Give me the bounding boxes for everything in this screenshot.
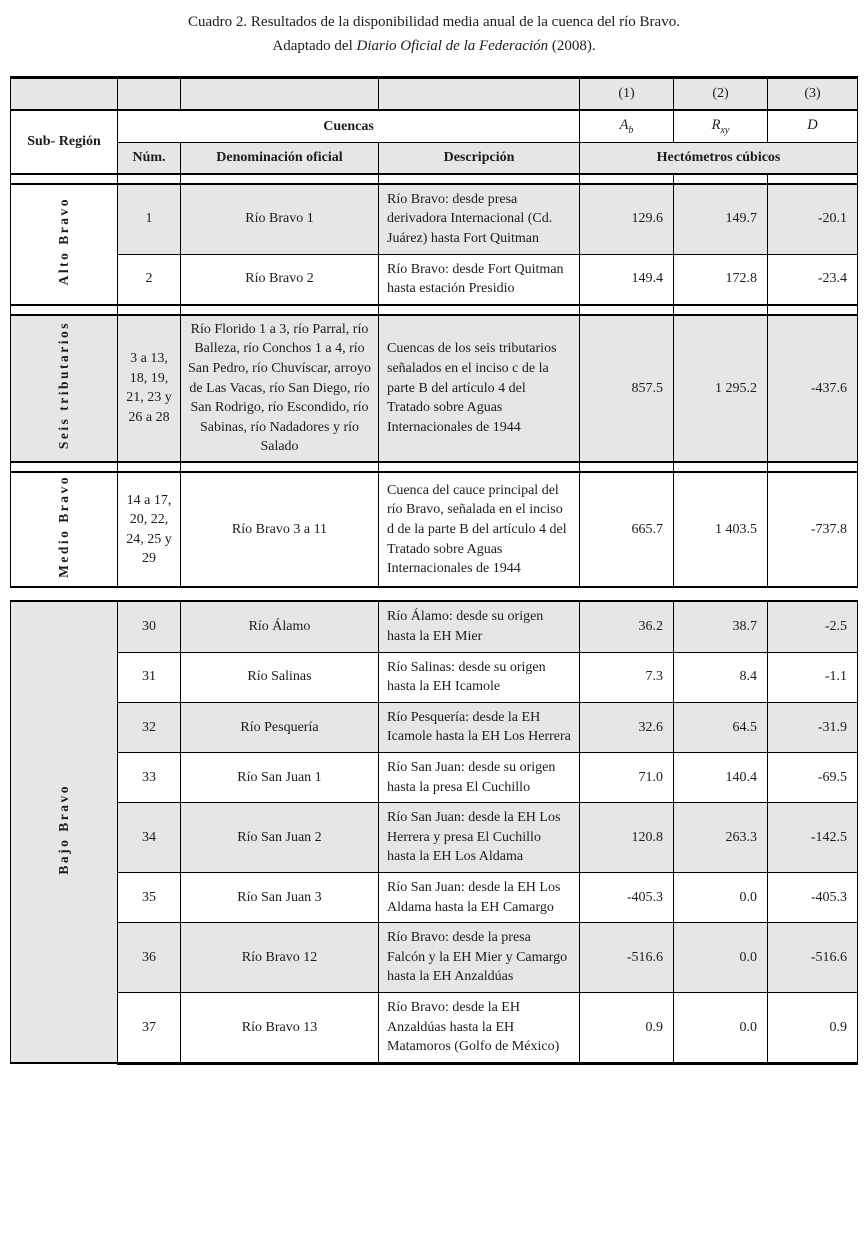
header-denominacion: Denominación oficial [181,142,379,174]
table-row [11,702,858,752]
cell-rxy: 8.4 [674,652,768,702]
cell-d: -142.5 [768,803,858,873]
cell-denominacion: Río Bravo 2 [181,254,379,305]
header-empty-cell [181,78,379,111]
cell-d: -405.3 [768,873,858,923]
cell-rxy: 149.7 [674,184,768,254]
table-row [11,923,858,993]
cell-ab: 36.2 [580,601,674,652]
cell-denominacion: Río San Juan 2 [181,803,379,873]
cell-d: -437.6 [768,315,858,462]
cell-denominacion: Río Bravo 1 [181,184,379,254]
table-caption [60,10,808,58]
cell-ab: 7.3 [580,652,674,702]
cell-rxy: 0.0 [674,923,768,993]
separator-row [11,462,858,472]
cell-d: -737.8 [768,472,858,587]
table-row [11,753,858,803]
cell-d: -20.1 [768,184,858,254]
cell-denominacion: Río San Juan 1 [181,753,379,803]
cell-ab: 665.7 [580,472,674,587]
cell-ab: -516.6 [580,923,674,993]
cell-num: 35 [118,873,181,923]
cell-num: 14 a 17, 20, 22, 24, 25 y 29 [118,472,181,587]
subregion-label-alto-bravo: Alto Bravo [11,184,118,305]
subregion-label-seis-tributarios: Seis tributarios [11,315,118,462]
cell-descripcion: Río Bravo: desde la presa Falcón y la EH Mier y Camargo hasta la EH Anzaldúas [379,923,580,993]
cell-descripcion: Río Bravo: desde la EH Anzaldúas hasta la EH Matamoros (Golfo de México) [379,992,580,1063]
table-row [11,184,858,254]
header-num: Núm. [118,142,181,174]
cell-descripcion: Río San Juan: desde su origen hasta la presa El Cuchillo [379,753,580,803]
cell-ab: 149.4 [580,254,674,305]
cell-ab: 0.9 [580,992,674,1063]
header-symbol-rxy: $R_{xy}$ [674,110,768,142]
header-col-number-3: (3) [768,78,858,111]
cell-descripcion: Río Bravo: desde Fort Quitman hasta estación Presidio [379,254,580,305]
table-row [11,472,858,587]
cell-rxy: 1 403.5 [674,472,768,587]
cell-ab: 857.5 [580,315,674,462]
table-row [11,254,858,305]
cell-rxy: 38.7 [674,601,768,652]
header-sub-region: Sub- Región [11,110,118,174]
cell-denominacion: Río Salinas [181,652,379,702]
caption-line2-source: Diario Oficial de la Federación [356,38,549,54]
caption-line-2 [60,34,808,58]
cell-d: 0.9 [768,992,858,1063]
cell-num: 34 [118,803,181,873]
table-row [11,992,858,1063]
header-col-number-2: (2) [674,78,768,111]
cell-denominacion: Río Bravo 13 [181,992,379,1063]
header-descripcion: Descripción [379,142,580,174]
separator-row [11,305,858,315]
cell-descripcion: Río Pesquería: desde la EH Icamole hasta la EH Los Herrera [379,702,580,752]
cell-descripcion: Río Álamo: desde su origen hasta la EH Mier [379,601,580,652]
table-row [11,601,858,652]
table-row [11,315,858,462]
cell-d: -31.9 [768,702,858,752]
header-units: Hectómetros cúbicos [580,142,858,174]
header-row-numbers [11,78,858,111]
cell-ab: 120.8 [580,803,674,873]
cell-rxy: 0.0 [674,873,768,923]
subregion-label-bajo-bravo: Bajo Bravo [11,601,118,1063]
header-cuencas: Cuencas [118,110,580,142]
cell-ab: 32.6 [580,702,674,752]
cell-denominacion: Río San Juan 3 [181,873,379,923]
cell-descripcion: Río San Juan: desde la EH Los Aldama hasta la EH Camargo [379,873,580,923]
cell-d: -1.1 [768,652,858,702]
cell-descripcion: Río San Juan: desde la EH Los Herrera y presa El Cuchillo hasta la EH Los Aldama [379,803,580,873]
header-symbol-d: D [768,110,858,142]
cell-d: -69.5 [768,753,858,803]
cell-descripcion: Río Salinas: desde su origen hasta la EH Icamole [379,652,580,702]
header-empty-cell [11,78,118,111]
header-row-groups [11,110,858,142]
cell-num: 1 [118,184,181,254]
cell-denominacion: Río Florido 1 a 3, río Parral, río Balleza, río Conchos 1 a 4, río San Pedro, río Chuvíscar, arroyo de Las Vacas, río San Diego, río San Rodrigo, río Escondido, río Sabinas, río Nadadores y río Salado [181,315,379,462]
cell-num: 36 [118,923,181,993]
cell-num: 37 [118,992,181,1063]
header-empty-cell [379,78,580,111]
separator-row [11,174,858,184]
cell-rxy: 0.0 [674,992,768,1063]
cell-descripcion: Cuenca del cauce principal del río Bravo, señalada en el inciso d de la parte B del artículo 4 del Tratado sobre Aguas Internacionales de 1944 [379,472,580,587]
header-empty-cell [118,78,181,111]
cell-ab: 129.6 [580,184,674,254]
table-row [11,803,858,873]
cell-rxy: 1 295.2 [674,315,768,462]
cell-rxy: 172.8 [674,254,768,305]
cell-num: 2 [118,254,181,305]
cell-denominacion: Río Pesquería [181,702,379,752]
header-symbol-ab: $A_b$ [580,110,674,142]
caption-line-1: Cuadro 2. Resultados de la disponibilidad media anual de la cuenca del río Bravo. [188,14,680,30]
cell-num: 33 [118,753,181,803]
cell-rxy: 263.3 [674,803,768,873]
cell-descripcion: Cuencas de los seis tributarios señalados en el inciso c de la parte B del artículo 4 del Tratado sobre Aguas Internacionales de 1944 [379,315,580,462]
subregion-label-medio-bravo: Medio Bravo [11,472,118,587]
cell-denominacion: Río Bravo 12 [181,923,379,993]
cell-num: 3 a 13, 18, 19, 21, 23 y 26 a 28 [118,315,181,462]
cell-d: -23.4 [768,254,858,305]
cell-denominacion: Río Álamo [181,601,379,652]
cell-ab: -405.3 [580,873,674,923]
section-gap [11,587,858,601]
cell-num: 30 [118,601,181,652]
header-row-columns [11,142,858,174]
cell-d: -516.6 [768,923,858,993]
cell-descripcion: Río Bravo: desde presa derivadora Internacional (Cd. Juárez) hasta Fort Quitman [379,184,580,254]
availability-table [10,76,858,1065]
table-row [11,652,858,702]
cell-ab: 71.0 [580,753,674,803]
caption-line2-prefix: Adaptado del [272,38,357,54]
cell-rxy: 64.5 [674,702,768,752]
cell-rxy: 140.4 [674,753,768,803]
caption-line2-suffix: (2008). [548,38,596,54]
cell-num: 31 [118,652,181,702]
cell-denominacion: Río Bravo 3 a 11 [181,472,379,587]
cell-num: 32 [118,702,181,752]
cell-d: -2.5 [768,601,858,652]
header-col-number-1: (1) [580,78,674,111]
table-row [11,873,858,923]
